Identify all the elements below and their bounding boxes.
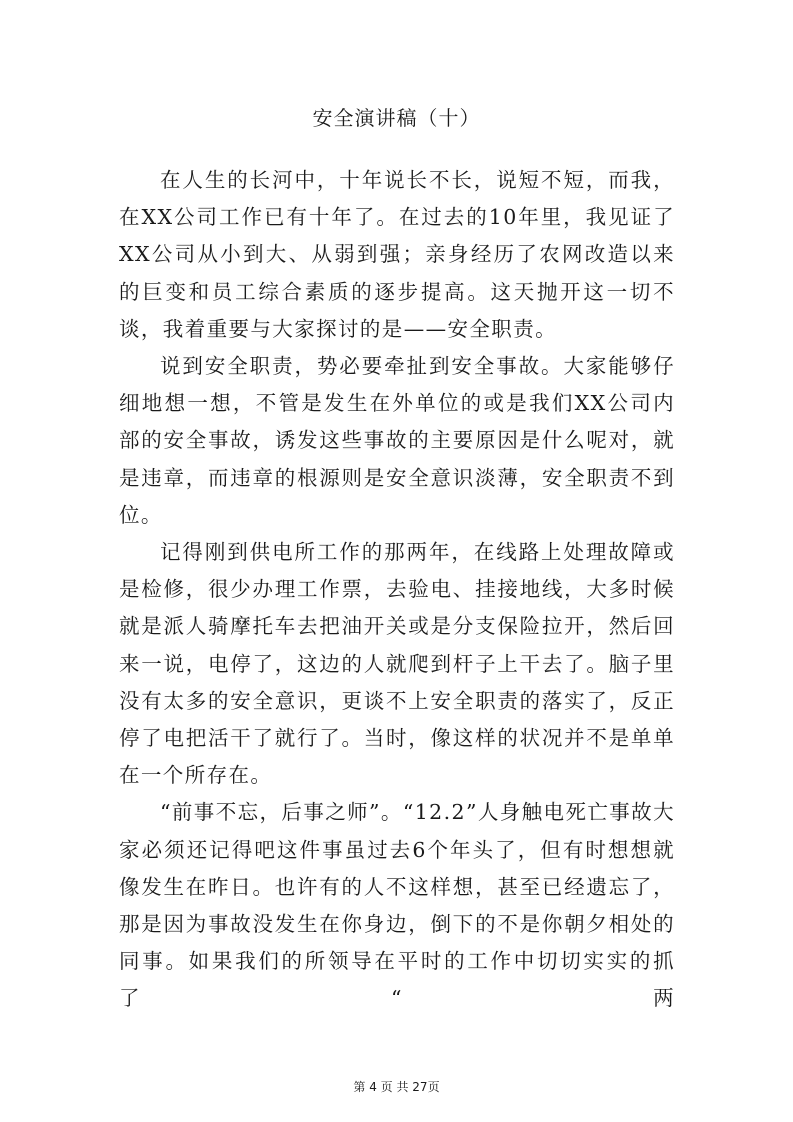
- document-title: 安全演讲稿（十）: [312, 106, 481, 130]
- paragraph: 记得刚到供电所工作的那两年，在线路上处理故障或是检修，很少办理工作票，去验电、挂接地线，大多时候就是派人骑摩托车去把油开关或是分支保险拉开，然后回来一说，电停了，这边的人就爬到杆子上干去了。脑子里没有太多的安全意识，更谈不上安全职责的落实了，反正停了电把活干了就行了。当时，像这样的状况并不是单单在一个所存在。: [119, 540, 675, 788]
- paragraph: “前事不忘，后事之师”。“12.2”人身触电死亡事故大家必须还记得吧这件事虽过去6个年头了，但有时想想就像发生在昨日。也许有的人不这样想，甚至已经遗忘了，那是因为事故没发生在你身边，倒下的不是你朝夕相处的同事。如果我们的所领导在平时的工作中切切实实的抓了“两: [119, 800, 675, 1011]
- document-body: [119, 162, 675, 1018]
- paragraph: 说到安全职责，势必要牵扯到安全事故。大家能够仔细地想一想，不管是发生在外单位的或是我们XX公司内部的安全事故，诱发这些事故的主要原因是什么呢对，就是违章，而违章的根源则是安全意识淡薄，安全职责不到位。: [119, 354, 675, 527]
- paragraph: 在人生的长河中，十年说长不长，说短不短，而我，在XX公司工作已有十年了。在过去的10年里，我见证了XX公司从小到大、从弱到强；亲身经历了农网改造以来的巨变和员工综合素质的逐步提高。这天抛开这一切不谈，我着重要与大家探讨的是——安全职责。: [119, 168, 675, 341]
- page-number-footer: 第 4 页 共 27页: [353, 1080, 440, 1094]
